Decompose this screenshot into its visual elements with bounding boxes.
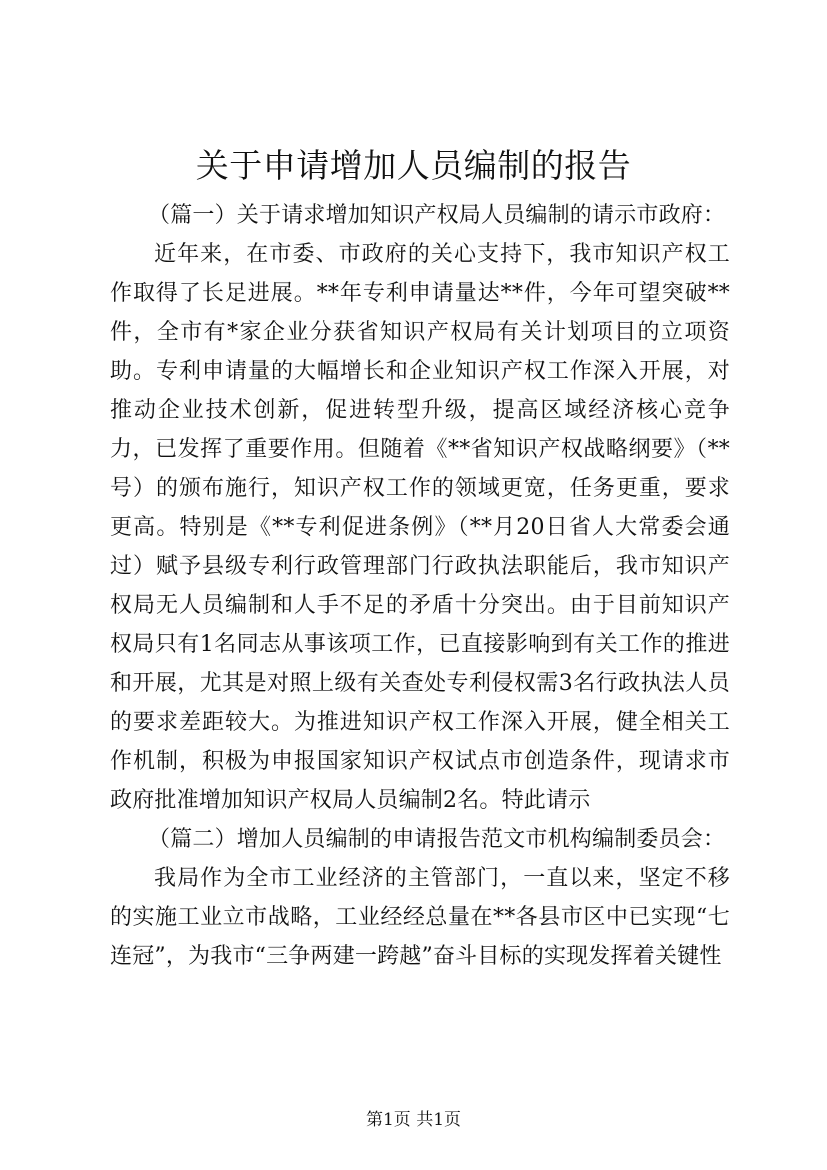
document-title: 关于申请增加人员编制的报告 (195, 146, 632, 185)
body-paragraph-2: 我局作为全市工业经济的主管部门，一直以来，坚定不移的实施工业立市战略，工业经经总量在**各县市区中已实现“七连冠”，为我市“三争两建一跨越”奋斗目标的实现发挥着关键性 (110, 866, 730, 969)
section-heading-1: （篇一）关于请求增加知识产权局人员编制的请示市政府： (148, 203, 726, 228)
page-footer: 第1页 共1页 (365, 1110, 462, 1130)
section-heading-2: （篇二）增加人员编制的申请报告范文市机构编制委员会： (148, 827, 726, 852)
document-body (110, 196, 730, 976)
body-paragraph-1: 近年来，在市委、市政府的关心支持下，我市知识产权工作取得了长足进展。**年专利申请量达**件，今年可望突破**件，全市有*家企业分获省知识产权局有关计划项目的立项资助。专利申请量的大幅增长和企业知识产权工作深入开展，对推动企业技术创新，促进转型升级，提高区域经济核心竞争力，已发挥了重要作用。但随着《**省知识产权战略纲要》（**号）的颁布施行，知识产权工作的领域更宽，任务更重，要求更高。特别是《**专利促进条例》（**月20日省人大常委会通过）赋予县级专利行政管理部门行政执法职能后，我市知识产权局无人员编制和人手不足的矛盾十分突出。由于目前知识产权局只有1名同志从事该项工作，已直接影响到有关工作的推进和开展，尤其是对照上级有关查处专利侵权需3名行政执法人员的要求差距较大。为推进知识产权工作深入开展，健全相关工作机制，积极为申报国家知识产权试点市创造条件，现请求市政府批准增加知识产权局人员编制2名。特此请示 (110, 242, 730, 813)
